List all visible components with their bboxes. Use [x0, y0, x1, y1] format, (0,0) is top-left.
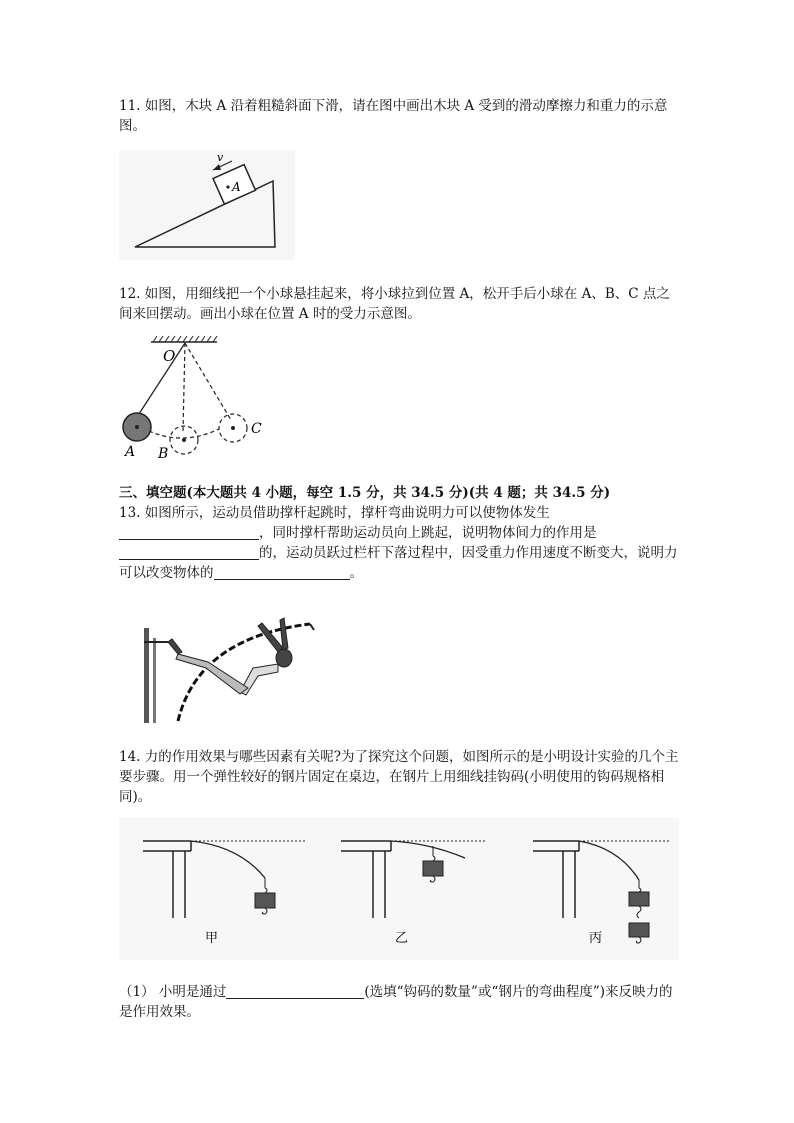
pole-vault-figure [138, 598, 324, 726]
q13-part1: 13. 如图所示，运动员借助撑杆起跳时，撑杆弯曲说明力可以使物体发生 [119, 505, 550, 521]
question-14-sub-1 [119, 982, 679, 1022]
question-11-text: 11. 如图，木块 A 沿着粗糙斜面下滑，请在图中画出木块 A 受到的滑动摩擦力和重力的示意图。 [119, 98, 668, 134]
label-bing: 丙 [589, 931, 603, 946]
label-jia: 甲 [205, 931, 219, 946]
question-12-text: 12. 如图，用细线把一个小球悬挂起来，将小球拉到位置 A，松开手后小球在 A、B、C 点之间来回摆动。画出小球在位置 A 时的受力示意图。 [119, 286, 670, 322]
ball-label-a: A [125, 444, 136, 460]
athlete [168, 618, 292, 695]
string-b [183, 343, 185, 431]
block-label-a: A [232, 180, 241, 194]
ball-label-c: C [251, 421, 262, 437]
q13-blank-1[interactable] [119, 525, 259, 540]
q13-blank-3[interactable] [214, 565, 350, 580]
vaulting-pole [178, 624, 310, 721]
q14-sub1-part1: （1） 小明是通过 [119, 984, 227, 1000]
q13-part2: ，同时撑杆帮助运动员向上跳起，说明物体间力的作用是 [259, 525, 597, 541]
section-3-heading: 三、填空题(本大题共 4 小题，每空 1.5 分，共 34.5 分)(共 4 题；共 34.5 分) [119, 485, 611, 501]
steel-strip-experiment-figure [119, 818, 679, 960]
velocity-label: v [217, 151, 224, 164]
swing-arc [149, 429, 219, 438]
question-14-text: 14. 力的作用效果与哪些因素有关呢?为了探究这个问题，如图所示的是小明设计实验的几个主要步骤。用一个弹性较好的钢片固定在桌边，在钢片上用细线挂钩码(小明使用的钩码规格相同)。 [119, 749, 679, 805]
q13-part3: 的，运动员跃过栏杆下落过程中，因受重力作用速度不断变大，说明力可以改变物体的 [119, 545, 678, 581]
ball-label-b: B [158, 446, 169, 462]
q14-sub1-part2: (选填“钩码的数量”或“钢片的弯曲程度”)来反映力的是作用效果。 [119, 984, 673, 1020]
incline-block-figure [119, 150, 295, 260]
label-yi: 乙 [395, 931, 409, 946]
pendulum-figure [119, 334, 279, 462]
ceiling-hatch [153, 336, 217, 342]
pivot-label-o: O [163, 347, 176, 365]
question-13-text [119, 503, 679, 583]
string-a [137, 343, 185, 417]
q13-blank-2[interactable] [119, 545, 259, 560]
q14-blank-1[interactable] [226, 984, 364, 999]
q13-part4: 。 [349, 565, 363, 581]
string-c [185, 343, 231, 420]
